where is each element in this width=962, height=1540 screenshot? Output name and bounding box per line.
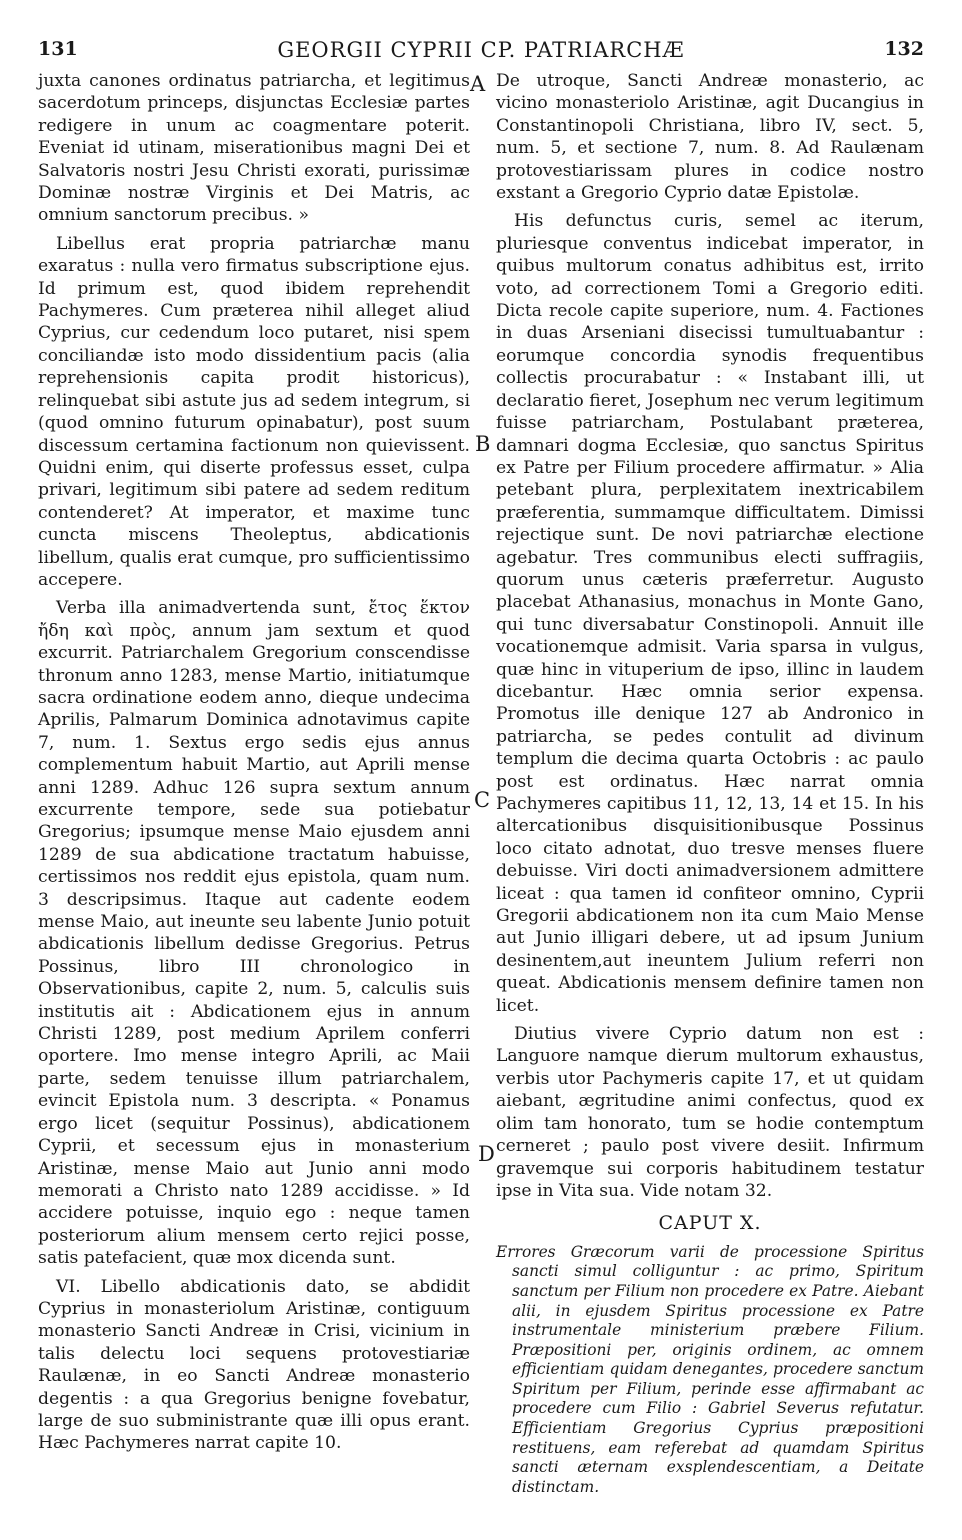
margin-letter-a: A	[470, 72, 486, 96]
chapter-heading: CAPUT X.	[658, 1212, 762, 1235]
left-column	[38, 70, 470, 1461]
running-header	[38, 38, 924, 68]
margin-letter-b: B	[475, 432, 491, 456]
paragraph: juxta canones ordinatus patriarcha, et legitimus sacerdotum princeps, disjunctas Ecclesiæ partes redigere in unum ac coagmentare poterit. Eveniat id utinam, miserationibus magni Dei et Salvatoris nostri Jesu Christi exorati, purissimæ Dominæ nostræ Virginis et Dei Matris, ac omnium sanctorum precibus. »	[38, 71, 470, 226]
running-title: GEORGII CYPRII CP. PATRIARCHÆ	[277, 38, 685, 62]
paragraph: VI. Libello abdicationis dato, se abdidit Cyprius in monasteriolum Aristinæ, contiguum monasterio Sancti Andreæ in Crisi, vicinium in talis delectu loci sequens protovestiariæ Raulænæ, in eo Sancti Andreæ monasterio degentis : a qua Gregorius benigne fovebatur, large de suo subministrante quæ illi opus erant. Hæc Pachymeres narrat capite 10.	[38, 1276, 470, 1454]
paragraph: His defunctus curis, semel ac iterum, pluriesque conventus indicebat imperator, in quibus multorum conatus adhibitus est, irrito voto, ad correctionem Tomi a Gregorio editi. Dicta recole capite superiore, num. 4. Factiones in duas Arseniani disecissi tumultuabantur : eorumque concordia synodis frequentibus collectis procurabatur : « Instabant illi, ut declaratio fieret, Josephum nec verum legitimum fuisse patriarcham, Postulabant præterea, damnari dogma Ecclesiæ, quo sanctus Spiritus ex Patre per Filium procedere affirmatur. » Alia petebant plura, perplexitatem inextricabilem præferentia, summamque difficultatem. Dimissi rejectique sunt. De novi patriarchæ electione agebatur. Tres communibus electi suffragiis, quorum unus cæteris præferretur. Augusto placebat Athanasius, monachus in Monte Gano, qui tunc diversabatur Constinopoli. Annuit ille vocationemque admisit. Varia sparsa in vulgus, quæ hinc in vituperium de ipso, illinc in laudem dicebantur. Hæc omnia serior expensa. Promotus ille denique 127 ab Andronico in patriarcha, se pedes contulit ad divinum templum die decima quarta Octobris : ac paulo post est ordinatus. Hæc narrat omnia Pachymeres capitibus 11, 12, 13, 14 et 15. In his altercationibus disquisitionibusque Possinus loco citato adnotat, duo tresve menses fluere debuisse. Viri docti animadversionem admittere liceat : qua tamen id confiteor omnino, Cyprii Gregorii abdicationem non ita cum Maio Mense aut Junio illigari debere, ut ad ipsum Junium desinentem,aut ineuntem Julium referri non queat. Abdicationis mensem definire tamen non licet.	[496, 211, 924, 1016]
page-number-right: 132	[884, 38, 924, 60]
margin-letter-d: D	[478, 1142, 495, 1166]
margin-letter-c: C	[474, 788, 491, 812]
paragraph: Diutius vivere Cyprio datum non est : Languore namque dierum multorum exhaustus, verbis utor Pachymeris capite 17, et ut quidam aiebant, ægritudine animi confectus, quod ex olim tam honorato, tum se hodie contemptum cerneret ; paulo post vivere desiit. Infirmum gravemque sui corporis habitudinem testatur ipse in Vita sua. Vide notam 32.	[496, 1024, 924, 1201]
paragraph: Verba illa animadvertenda sunt, ἔτος ἕκτον ἤδη καὶ πρὸς, annum jam sextum et quod excurrit. Patriarchalem Gregorium conscendisse thronum anno 1283, mense Martio, initiatumque sacra ordinatione eodem anno, dieque undecima Aprilis, Palmarum Dominica adnotavimus capite 7, num. 1. Sextus ergo sedis ejus annus complementum habuit Martio, aut Aprili mense anni 1289. Adhuc 126 supra sextum annum excurrente tempore, sede sua potiebatur Gregorius; ipsumque mense Maio ejusdem anni 1289 de sua abdicatione tractatum habuisse, certissimos nos reddit ejus epistola, quam num. 3 descripsimus. Itaque aut cadente eodem mense Maio, aut ineunte seu labente Junio potuit abdicationis libellum dedisse Gregorius. Petrus Possinus, libro III chronologico in Observationibus, capite 2, num. 5, calculis suis institutis ait : Abdicationem ejus in annum Christi 1289, post medium Aprilem conferri oportere. Imo mense integro Aprili, ac Maii parte, sedem tenuisse illum patriarchalem, evincit Epistola num. 3 descripta. « Ponamus ergo licet (sequitur Possinus), abdicationem Cyprii, et secessum ejus in monasterium Aristinæ, mense Maio aut Junio anni modo memorati a Christo nato 1289 accidisse. » Id accidere potuisse, inquio ego : neque tamen posteriorum alium mensem certo rejici posse, satis patefacient, quæ mox dicenda sunt.	[38, 598, 470, 1269]
paragraph: De utroque, Sancti Andreæ monasterio, ac vicino monasteriolo Aristinæ, agit Ducangius in Constantinopoli Christiana, libro IV, sect. 5, num. 5, et sectione 7, num. 8. Ad Raulænam protovestiarissam plures in codice nostro exstant a Gregorio Cyprio datæ Epistolæ.	[496, 71, 924, 204]
page-number-left: 131	[38, 38, 78, 60]
chapter-summary: Errores Græcorum varii de processione Spiritus sancti simul colliguntur : ac primo, Spiritum sanctum per Filium non procedere ex Patre. Aiebant alii, in ejusdem Spiritus processione ex Patre instrumentale ministerium præbere Filium. Præpositioni per, originis ordinem, ac omnem efficientiam quidam denegantes, procedere sanctum Spiritum per Filium, perinde esse affirmabant ac procedere cum Filio : Gabriel Severus refutatur. Efficientiam Gregorius Cyprius præpositioni restituens, eam referebat ad quamdam Spiritus sancti æternam exsplendescentiam, a Deitate distinctam.	[496, 1242, 924, 1496]
right-column	[496, 70, 924, 1497]
paragraph: Libellus erat propria patriarchæ manu exaratus : nulla vero firmatus subscriptione ejus. Id primum est, quod ibidem reprehendit Pachymeres. Cum præterea nihil alleget aliud Cyprius, cur cedendum loco putaret, nisi spem conciliandæ isto modo dissidentium pacis (alia reprehensionis capita prodit historicus), relinquebat sibi astute jus ad sedem integrum, si (quod omnino futurum opinabatur), post suum discessum certamina factionum non quievissent. Quidni enim, qui diserte professus esset, culpa privari, legitimum sibi patere ad sedem reditum contenderet? At imperator, et maxime tunc cuncta miscens Theoleptus, abdicationis libellum, qualis erat cumque, pro sufficientissimo accepere.	[38, 233, 470, 590]
